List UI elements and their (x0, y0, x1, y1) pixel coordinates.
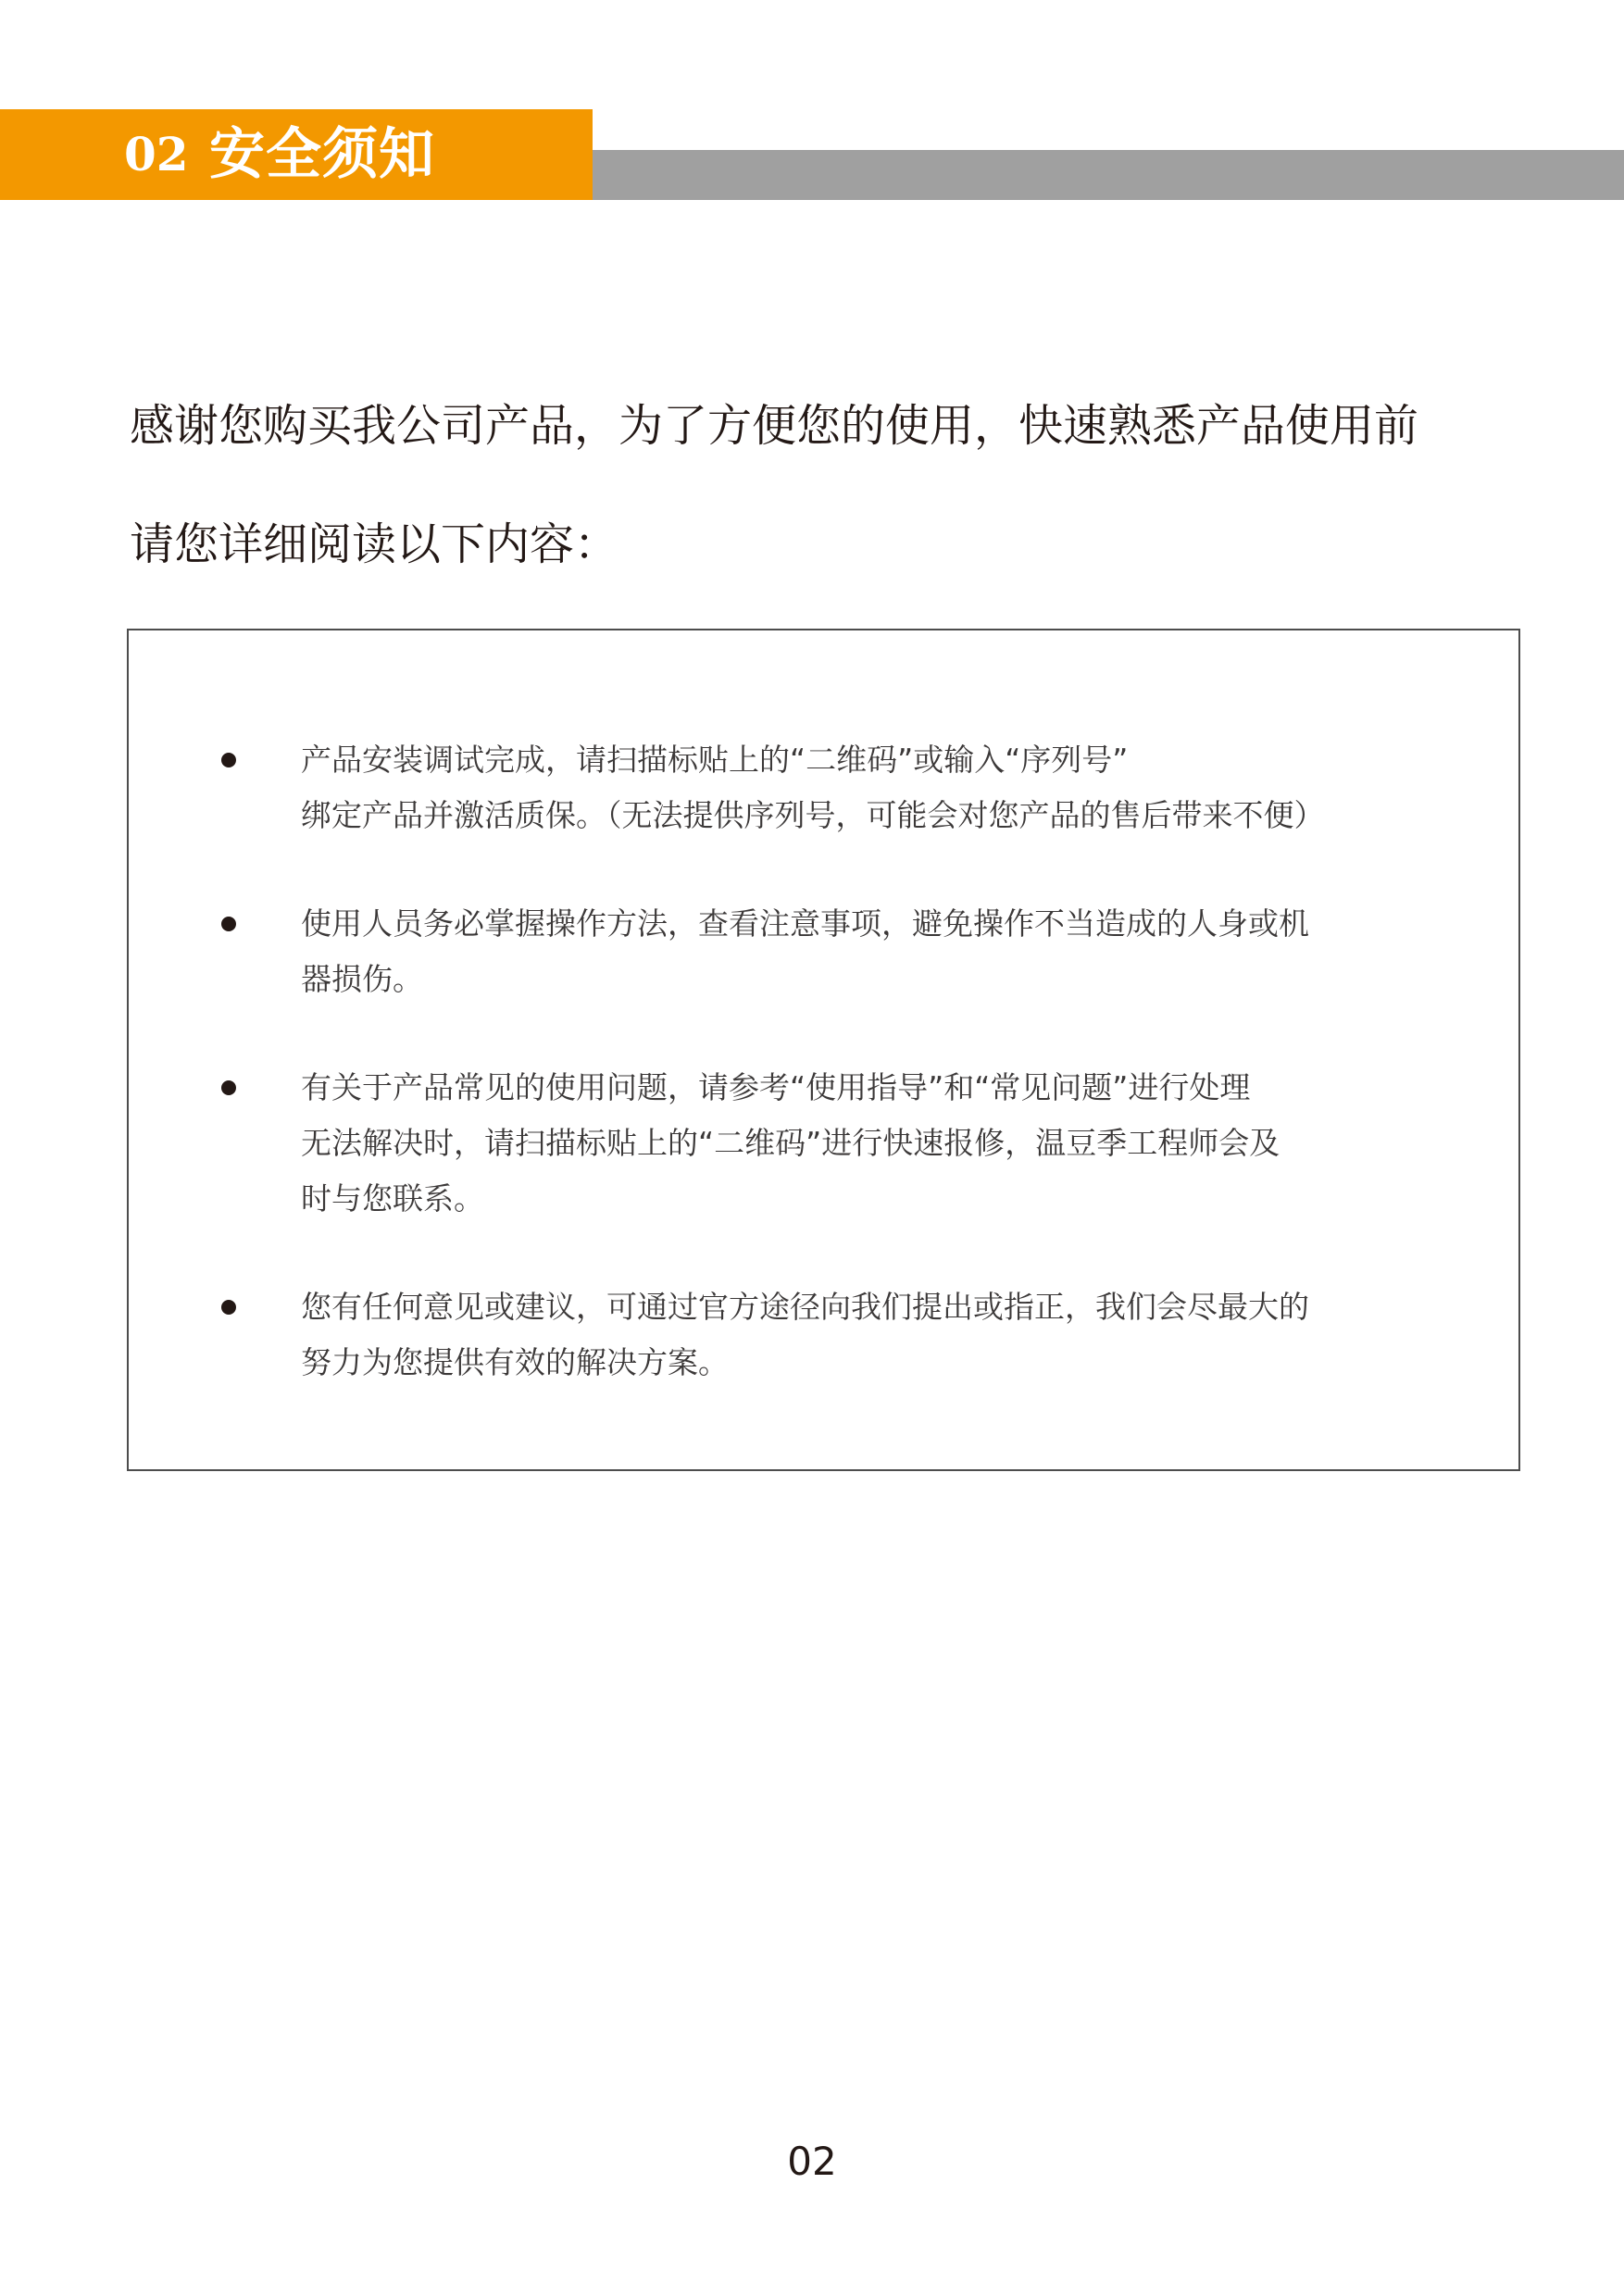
notice-item (129, 732, 1518, 843)
section-number: 02 (124, 127, 189, 181)
notice-box (127, 629, 1520, 1471)
notice-line: 您有任何意见或建议，可通过官方途径向我们提出或指正，我们会尽最大的 (301, 1289, 1309, 1325)
bullet-icon (221, 917, 236, 931)
notice-item (129, 1060, 1518, 1227)
notice-list (129, 732, 1518, 1443)
notice-line: 有关于产品常见的使用问题，请参考“使用指导”和“常见问题”进行处理 (301, 1069, 1251, 1105)
page-number: 02 (787, 2139, 837, 2184)
notice-line: 绑定产品并激活质保。（无法提供序列号，可能会对您产品的售后带来不便） (301, 797, 1325, 833)
notice-line: 努力为您提供有效的解决方案。 (301, 1344, 729, 1380)
notice-line: 产品安装调试完成，请扫描标贴上的“二维码”或输入“序列号” (301, 742, 1129, 778)
intro-paragraph (130, 367, 1537, 604)
section-title: 安全须知 (209, 122, 435, 187)
notice-line: 使用人员务必掌握操作方法，查看注意事项，避免操作不当造成的人身或机 (301, 905, 1309, 942)
bullet-icon (221, 1080, 236, 1095)
notice-line: 器损伤。 (301, 961, 423, 997)
notice-line: 时与您联系。 (301, 1180, 484, 1217)
notice-item (129, 1279, 1518, 1391)
header-gray-bar (593, 150, 1624, 200)
bullet-icon (221, 1300, 236, 1315)
bullet-icon (221, 753, 236, 767)
notice-line: 无法解决时，请扫描标贴上的“二维码”进行快速报修，温豆季工程师会及 (301, 1125, 1280, 1161)
intro-line: 感谢您购买我公司产品，为了方便您的使用，快速熟悉产品使用前 (130, 400, 1419, 452)
notice-item (129, 896, 1518, 1007)
intro-line: 请您详细阅读以下内容： (130, 518, 619, 570)
